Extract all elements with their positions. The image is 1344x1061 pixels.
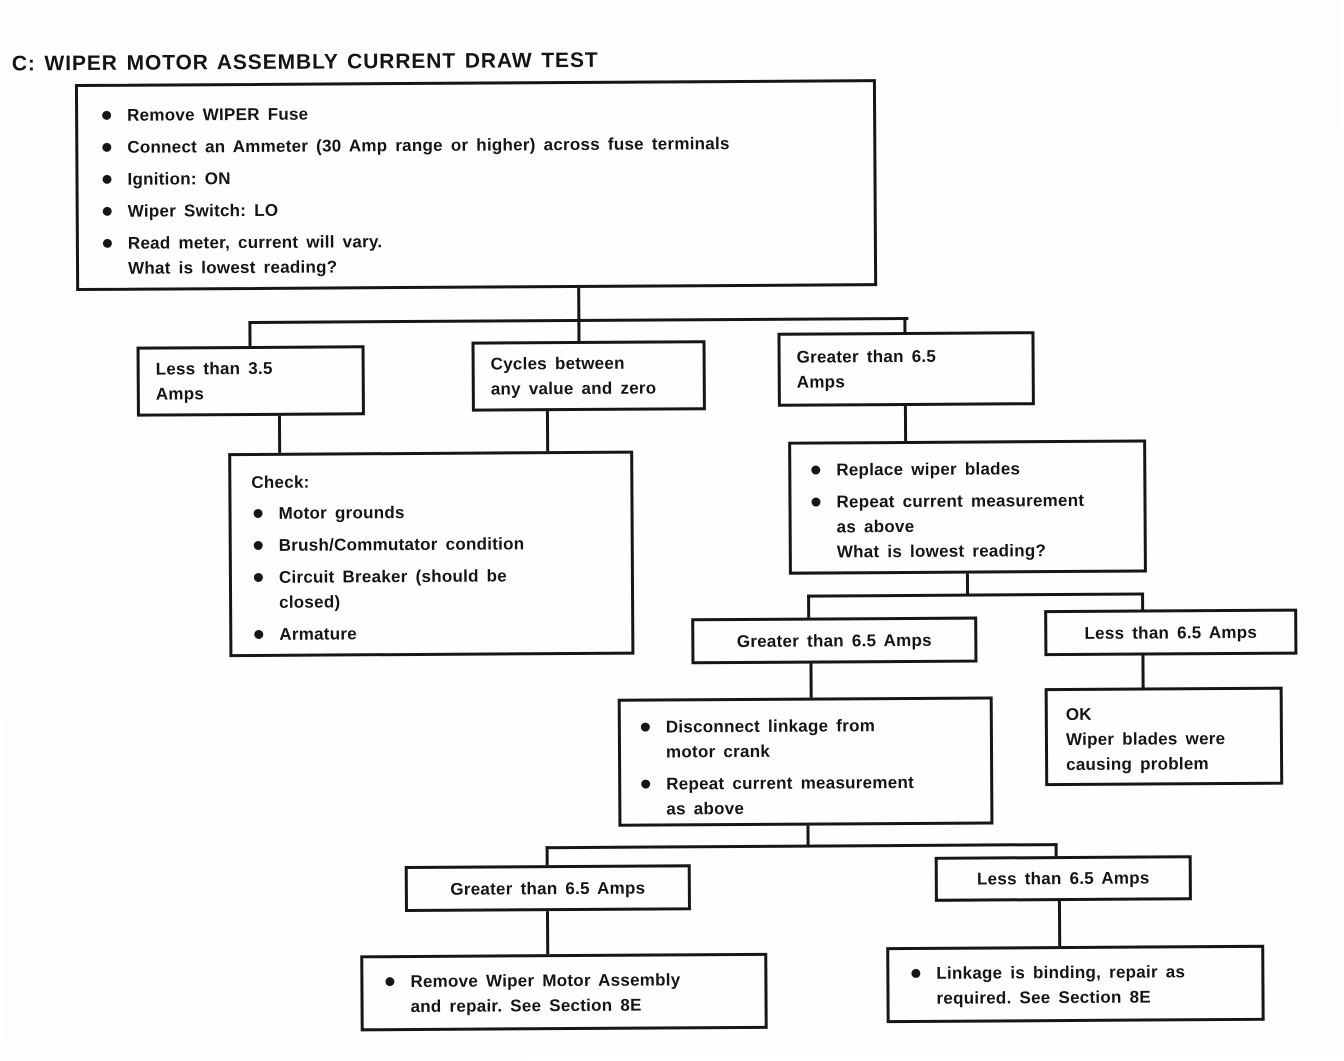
start-box-list xyxy=(100,98,860,281)
list-item-text: Repeat current measurement as above xyxy=(666,772,915,819)
connector-line xyxy=(966,574,969,595)
list-item xyxy=(809,488,1133,565)
connector-line xyxy=(1058,901,1061,946)
bullet-icon xyxy=(254,541,263,550)
bullet-icon xyxy=(811,498,820,507)
remove-box-list xyxy=(383,967,754,1019)
linkage-binding-box xyxy=(886,945,1264,1023)
replace-box-list xyxy=(809,456,1134,565)
bullet-icon xyxy=(102,175,111,184)
list-item xyxy=(809,456,1133,483)
replace-wiper-blades-box xyxy=(788,440,1147,575)
connector-line xyxy=(546,411,549,452)
list-item-text: Circuit Breaker (should be closed) xyxy=(278,566,508,612)
list-item xyxy=(383,967,754,1019)
decision3-less-6-5-amps-box xyxy=(935,855,1192,902)
connector-line xyxy=(1141,656,1144,688)
bullet-icon xyxy=(102,111,111,120)
list-item-text: Replace wiper blades xyxy=(836,459,1021,480)
connector-line xyxy=(904,406,907,441)
check-box xyxy=(228,451,634,657)
bullet-icon xyxy=(911,969,920,978)
list-item xyxy=(100,162,859,192)
list-item-text: Disconnect linkage from motor crank xyxy=(665,716,876,762)
connector-line xyxy=(807,593,1144,598)
connector-line xyxy=(546,846,549,866)
connector-line xyxy=(278,416,281,454)
page-title: C: WIPER MOTOR ASSEMBLY CURRENT DRAW TEST xyxy=(11,48,599,76)
list-item xyxy=(101,226,860,281)
bullet-icon xyxy=(385,977,394,986)
check-box-list xyxy=(251,499,619,647)
bullet-icon xyxy=(641,723,650,732)
bullet-icon xyxy=(103,239,112,248)
ok-result-text: OK Wiper blades were causing problem xyxy=(1065,704,1226,775)
list-item-text: Armature xyxy=(279,624,357,644)
list-item-text: Remove Wiper Motor Assembly and repair. See Section 8E xyxy=(410,970,681,1017)
list-item-text: Read meter, current will vary. What is lowest reading? xyxy=(127,232,383,278)
branch-label: Cycles between any value and zero xyxy=(490,353,657,399)
check-box-heading: Check: xyxy=(251,472,310,492)
list-item-text: Motor grounds xyxy=(278,503,405,523)
connector-line xyxy=(546,911,549,954)
ok-result-box xyxy=(1045,687,1284,786)
list-item-text: Wiper Switch: LO xyxy=(127,200,279,221)
list-item-text: Brush/Commutator condition xyxy=(278,534,525,555)
connector-line xyxy=(577,319,580,343)
list-item-text: Ignition: ON xyxy=(127,169,231,189)
decision-label: Less than 6.5 Amps xyxy=(976,868,1150,889)
list-item-text: Connect an Ammeter (30 Amp range or higher) across fuse terminals xyxy=(127,134,730,157)
connector-line xyxy=(577,288,580,322)
bullet-icon xyxy=(811,466,820,475)
branch-label: Greater than 6.5 Amps xyxy=(796,346,937,392)
decision2-less-6-5-amps-box xyxy=(1044,609,1297,657)
bullet-icon xyxy=(254,630,263,639)
linkage-box-list xyxy=(909,959,1251,1011)
decision-label: Greater than 6.5 Amps xyxy=(736,630,932,651)
list-item xyxy=(252,620,619,647)
branch-greater-6-5-amps-box xyxy=(777,331,1034,407)
decision2-greater-6-5-amps-box xyxy=(691,617,977,665)
connector-line xyxy=(248,321,251,348)
connector-line xyxy=(1141,593,1144,611)
list-item xyxy=(100,130,859,160)
list-item xyxy=(909,959,1251,1011)
list-item xyxy=(100,98,859,128)
decision-label: Greater than 6.5 Amps xyxy=(450,878,646,899)
decision-label: Less than 6.5 Amps xyxy=(1084,622,1258,643)
bullet-icon xyxy=(254,509,263,518)
bullet-icon xyxy=(641,780,650,789)
branch-cycles-box xyxy=(472,340,706,411)
decision3-greater-6-5-amps-box xyxy=(405,864,691,912)
connector-line xyxy=(546,843,1058,849)
disconnect-linkage-box xyxy=(618,696,994,826)
list-item xyxy=(252,531,619,558)
connector-line xyxy=(809,664,812,698)
connector-line xyxy=(807,595,810,619)
list-item xyxy=(639,713,980,765)
list-item xyxy=(101,194,860,224)
list-item-text: Repeat current measurement as above What is lowest reading? xyxy=(836,490,1085,562)
bullet-icon xyxy=(103,207,112,216)
branch-label: Less than 3.5 Amps xyxy=(155,358,273,404)
list-item xyxy=(639,770,980,822)
remove-motor-assembly-box xyxy=(360,953,767,1031)
disconnect-box-list xyxy=(639,713,981,822)
connector-line xyxy=(806,826,809,846)
list-item xyxy=(252,563,619,615)
bullet-icon xyxy=(102,143,111,152)
connector-line xyxy=(1055,843,1058,857)
start-box xyxy=(75,79,877,291)
list-item-text: Remove WIPER Fuse xyxy=(127,104,309,125)
bullet-icon xyxy=(254,573,263,582)
list-item-text: Linkage is binding, repair as required. See Section 8E xyxy=(936,962,1186,1008)
list-item xyxy=(251,499,618,526)
branch-less-3-5-amps-box xyxy=(137,345,365,416)
